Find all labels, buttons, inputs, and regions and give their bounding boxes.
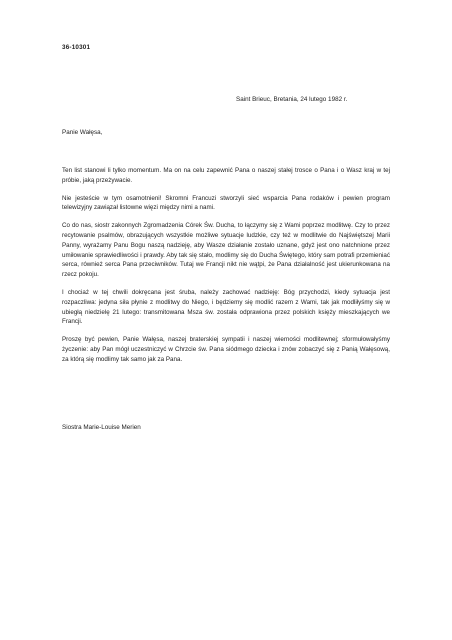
- signature: Siostra Marie-Louise Merien: [62, 424, 141, 431]
- paragraph: Co do nas, siostr zakonnych Zgromadzenia Córek Św. Ducha, to łączymy się z Wami poprzez modlitwę. Czy to przez recytowanie psalmów, obrazujących wszystkie możliwe sytuacje ludzkie, czy też w modlitwie do Najświętszej Marii Panny, wyrażamy Panu Bogu naszą nadzieję, aby Wasze działanie zostało uznane, gdyż jest ono natchnione przez umiłowanie sprawiedliwości i prawdy. Aby tak się stało, modlimy się do Ducha Świętego, który sam potrafi przemieniać serca, również serca Pana przeciwników. Tutaj we Francji nikt nie wątpi, że Pana działalność jest ukierunkowana na rzecz pokoju.: [62, 222, 390, 279]
- salutation: Panie Wałęsa,: [62, 129, 103, 136]
- paragraph: Nie jesteście w tym osamotnieni! Skromni Francuzi stworzyli sieć wsparcia Pana rodaków i pewien program telewizyjny zawiązał listowne więzi między nimi a nami.: [62, 194, 390, 212]
- dateline: Saint Brieuc, Bretania, 24 lutego 1982 r.: [236, 96, 348, 103]
- paragraph: Proszę być pewien, Panie Wałęsa, naszej braterskiej sympatii i naszej wierności modlitewnej; sformułowałyśmy życzenie: aby Pan mógł uczestniczyć w Chrzcie św. Pana siódmego dziecka i znów zobaczyć się z Panią Wałęsową, za którą się modlimy tak samo jak za Pana.: [62, 336, 390, 363]
- document-id: 36-10301: [62, 44, 91, 51]
- paragraph: I chociaż w tej chwili dokręcana jest śruba, należy zachować nadzieję: Bóg przychodzi, kiedy sytuacja jest rozpaczliwa: jedyna siła płynie z modlitwy do Niego, i będziemy się modlić razem z Wami, tak jak modliłyśmy się w ubiegłą niedzielę 21 lutego: transmitowana Msza św. została odprawiona przez polskich księży mieszkających we Francji.: [62, 288, 390, 326]
- paragraph: Ten list stanowi li tylko momentum. Ma on na celu zapewnić Pana o naszej stałej trosce o Pana i o Wasz kraj w tej próbie, jaką przeżywacie.: [62, 167, 390, 184]
- letter-body: [62, 166, 390, 373]
